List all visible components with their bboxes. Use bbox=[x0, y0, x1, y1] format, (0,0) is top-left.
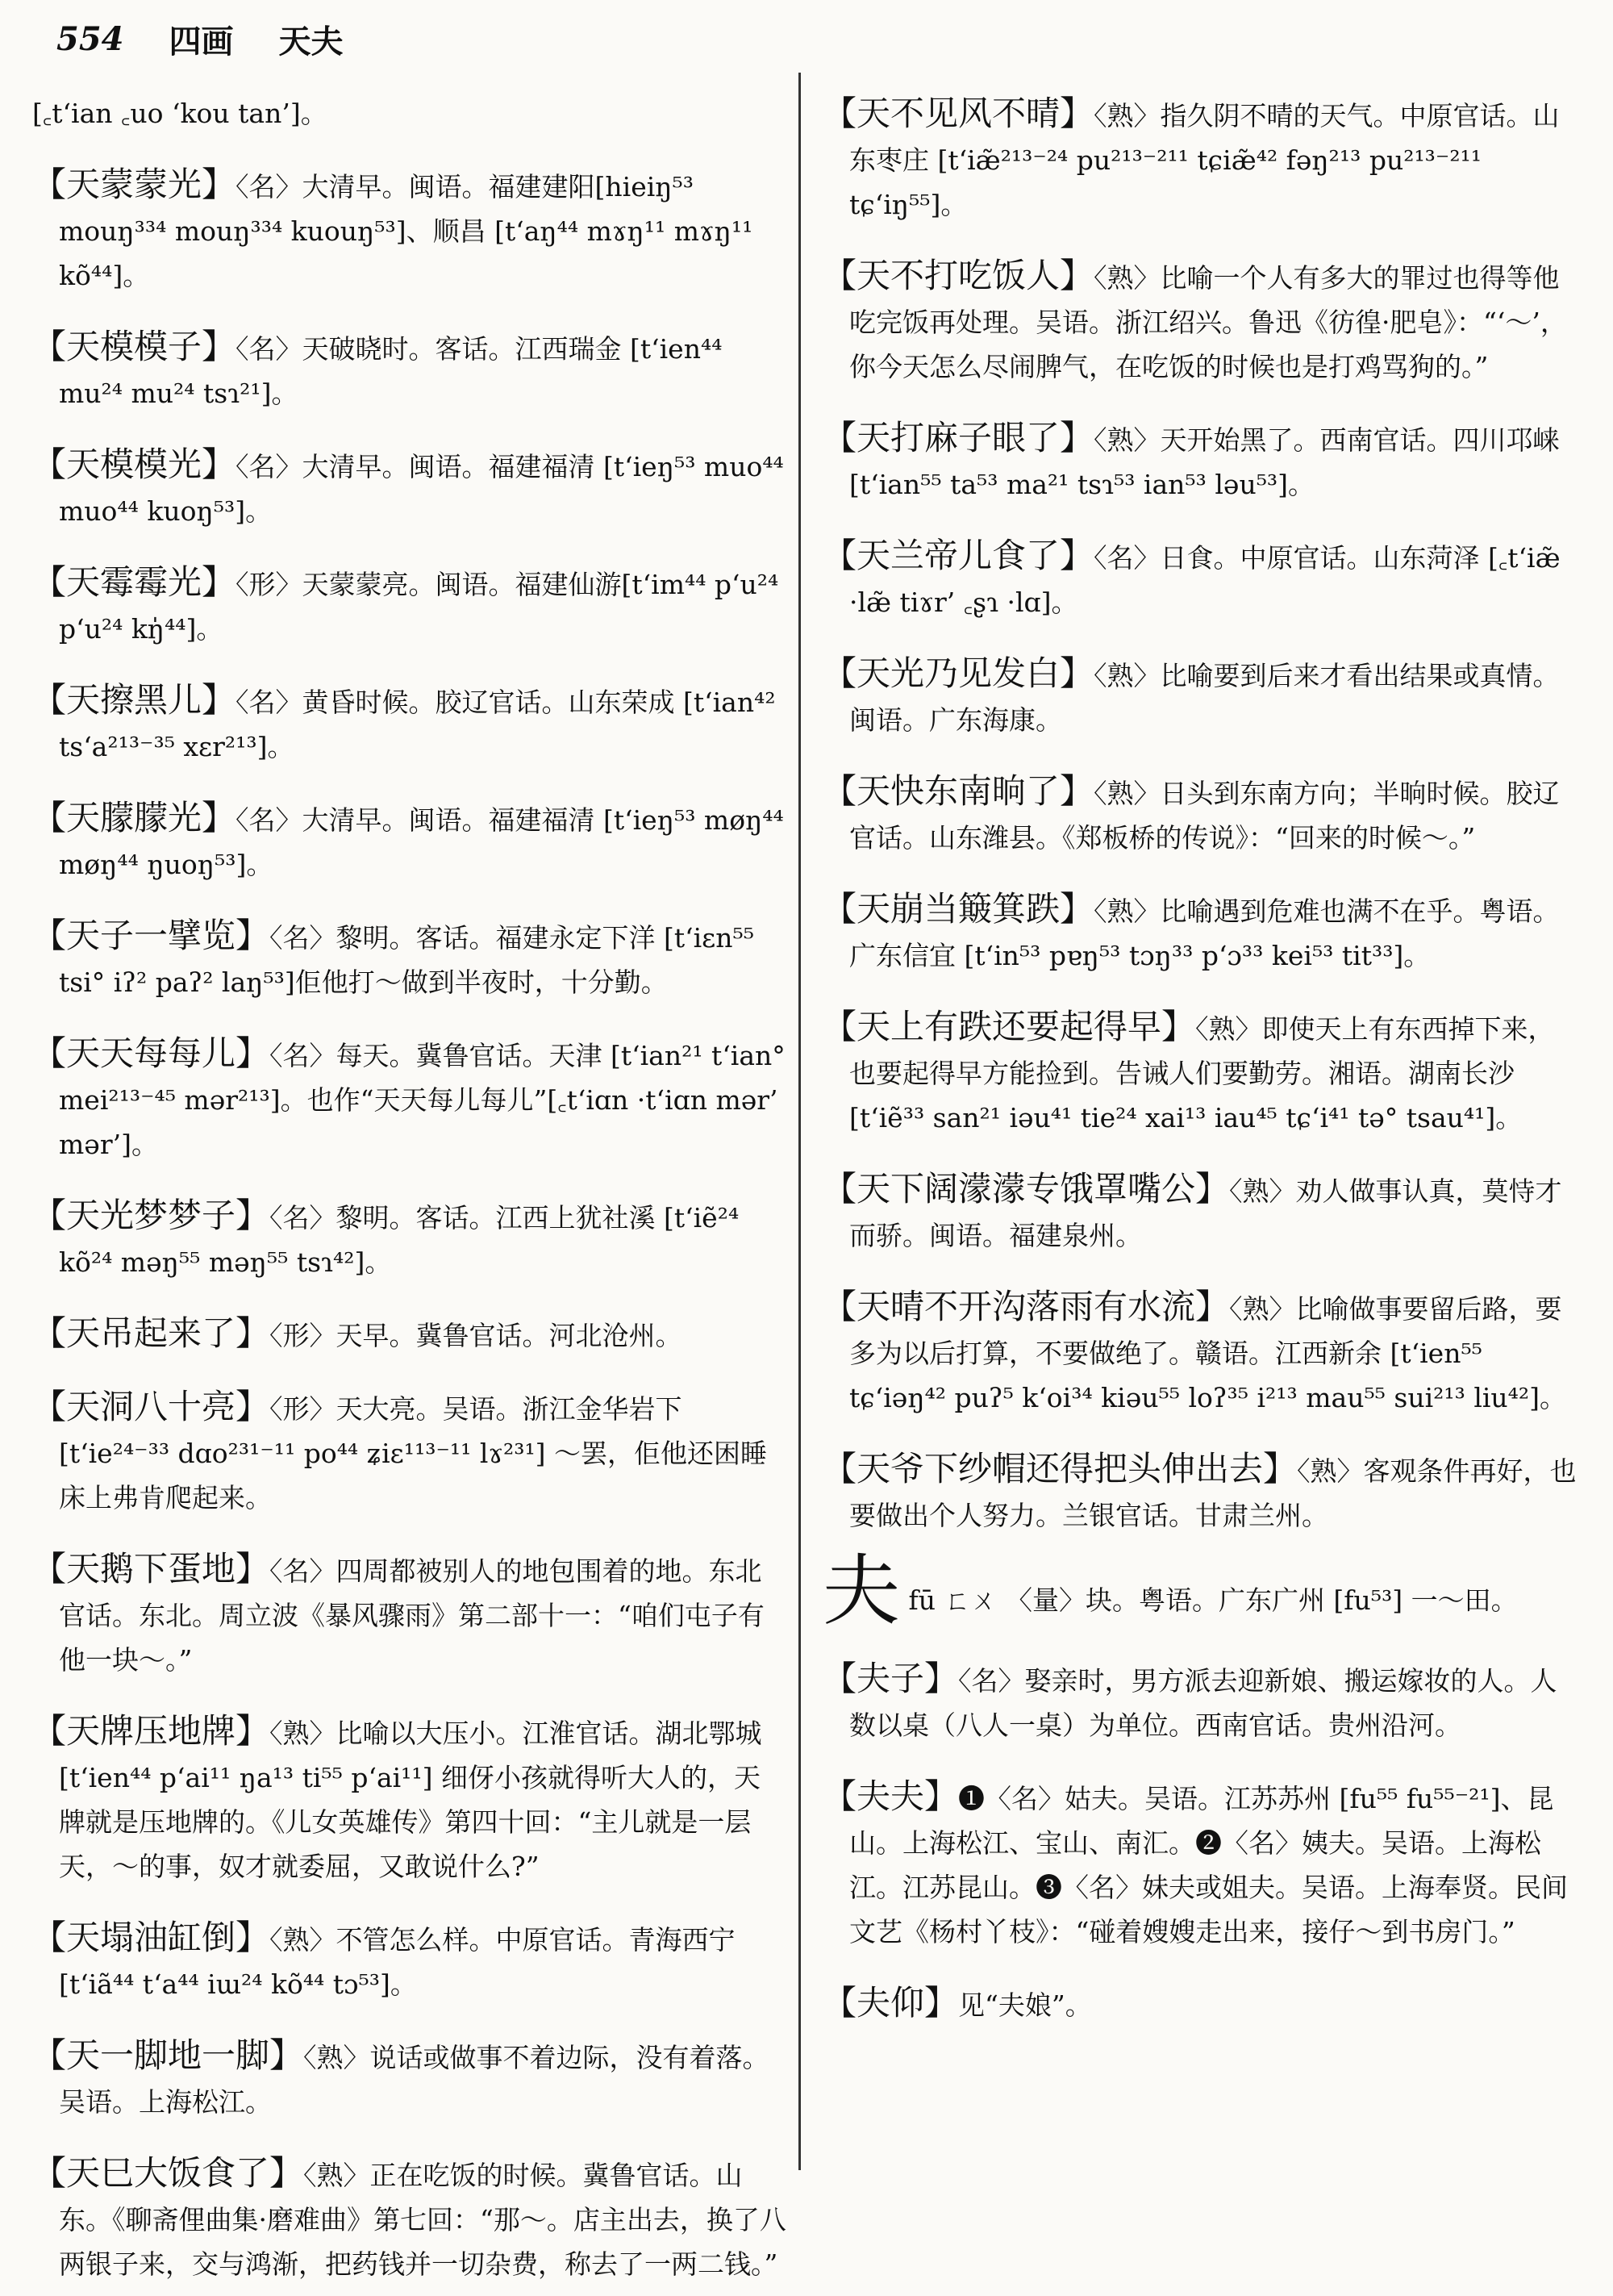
entry bbox=[32, 162, 786, 298]
entry-text: 〈名〉大清早。闽语。福建福清 [t‘ieŋ⁵³ muo⁴⁴ muo⁴⁴ kuoŋ⁵³]。 bbox=[59, 451, 784, 527]
entry bbox=[32, 913, 786, 1004]
entry-text: 〈熟〉比喻要到后来才看出结果或真情。闽语。广东海康。 bbox=[849, 660, 1560, 736]
entry-headword: 【天模模子】 bbox=[32, 327, 236, 366]
entry bbox=[32, 678, 786, 769]
entry-headword: 【天洞八十亮】 bbox=[32, 1387, 270, 1426]
entry-text: 〈熟〉劝人做事认真，莫恃才而骄。闽语。福建泉州。 bbox=[849, 1175, 1562, 1251]
entry bbox=[823, 887, 1577, 978]
entry bbox=[32, 1915, 786, 2006]
entry-headword: 【天不打吃饭人】 bbox=[823, 256, 1094, 295]
entry-text: 〈形〉天蒙蒙亮。闽语。福建仙游[t‘im⁴⁴ p‘u²⁴ p‘u²⁴ kŋ̍⁴⁴]。 bbox=[59, 569, 779, 645]
entry-text: 〈熟〉说话或做事不着边际，没有着落。吴语。上海松江。 bbox=[59, 2042, 769, 2118]
entry bbox=[823, 651, 1577, 742]
entry bbox=[32, 1031, 786, 1167]
entry-headword: 【天天每每儿】 bbox=[32, 1033, 270, 1073]
entry-text: 〈名〉黄昏时候。胶辽官话。山东荣成 [t‘ian⁴² ts‘a²¹³⁻³⁵ xɛr²¹³]。 bbox=[59, 687, 776, 762]
entry bbox=[32, 560, 786, 651]
entry-headword: 【夫仰】 bbox=[823, 1983, 959, 2023]
entry bbox=[823, 769, 1577, 860]
page-number: 554 bbox=[56, 19, 124, 58]
entry-text: 〈熟〉日头到东南方向；半晌时候。胶辽官话。山东潍县。《郑板桥的传说》：“回来的时候～。” bbox=[849, 778, 1560, 854]
entry bbox=[32, 442, 786, 533]
entry-headword: 【天打麻子眼了】 bbox=[823, 418, 1094, 457]
entry-headword: 【天塌油缸倒】 bbox=[32, 1918, 270, 1957]
entry bbox=[823, 1284, 1577, 1420]
page-header bbox=[56, 15, 344, 63]
entry-headword: 【天快东南晌了】 bbox=[823, 771, 1094, 811]
left-column bbox=[32, 65, 786, 2296]
entry bbox=[32, 1384, 786, 1520]
entry-text: 〈名〉日食。中原官话。山东菏泽 [꜀t‘iæ̃ ·læ̃ tiɤr’ ꜀ʂɿ ·lɑ]。 bbox=[849, 542, 1561, 618]
entry bbox=[32, 1311, 786, 1358]
entry-headword: 【天霉霉光】 bbox=[32, 562, 236, 602]
entry bbox=[823, 533, 1577, 624]
entry bbox=[823, 253, 1577, 389]
entry bbox=[823, 415, 1577, 507]
entry-text: 〈形〉天大亮。吴语。浙江金华岩下 [t‘ie²⁴⁻³³ dɑo²³¹⁻¹¹ po⁴⁴ ʑiɛ¹¹³⁻¹¹ lɤ²³¹] ～罢，佢他还困睡床上弗肯爬起来。 bbox=[59, 1393, 768, 1513]
entry-text: [꜀t‘ian ꜀uo ‘kou tan’]。 bbox=[32, 98, 327, 129]
entry-headword: 【天上有跌还要起得早】 bbox=[823, 1007, 1196, 1046]
entry bbox=[823, 1656, 1577, 1747]
entry-text: 〈名〉天破晓时。客话。江西瑞金 [t‘ien⁴⁴ mu²⁴ mu²⁴ tsɿ²¹]。 bbox=[59, 333, 723, 409]
entry bbox=[823, 1446, 1577, 1538]
entry bbox=[32, 324, 786, 415]
entry-headword: 【天擦黑儿】 bbox=[32, 680, 236, 720]
entry-headword: 【天模模光】 bbox=[32, 445, 236, 484]
entry-text: 〈名〉大清早。闽语。福建福清 [t‘ieŋ⁵³ møŋ⁴⁴ møŋ⁴⁴ ŋuoŋ⁵³]。 bbox=[59, 804, 784, 880]
entry-headword: 【天爷下纱帽还得把头伸出去】 bbox=[823, 1449, 1298, 1488]
entry-text: 〈名〉每天。冀鲁官话。天津 [t‘ian²¹ t‘ian° mei²¹³⁻⁴⁵ mər²¹³]。也作“天天每儿每儿”[꜀t‘iɑn ·t‘iɑn mər’ mər’]。 bbox=[59, 1040, 786, 1160]
entry-text: 〈名〉大清早。闽语。福建建阳[hieiŋ⁵³ mouŋ³³⁴ mouŋ³³⁴ kuouŋ⁵³]、顺昌 [t‘aŋ⁴⁴ mɤŋ¹¹ mɤŋ¹¹ kõ⁴⁴]。 bbox=[59, 171, 753, 291]
entry bbox=[32, 1193, 786, 1284]
entry-headword: 【天一脚地一脚】 bbox=[32, 2035, 304, 2075]
entry-headword: 【天鹅下蛋地】 bbox=[32, 1549, 270, 1588]
entry-text: 〈熟〉即使天上有东西掉下来，也要起得早方能捡到。告诫人们要勤劳。湘语。湖南长沙 [t‘iẽ³³ san²¹ iəu⁴¹ tie²⁴ xai¹³ iau⁴⁵ tɕ‘i⁴¹ tə° tsau⁴¹]。 bbox=[849, 1013, 1555, 1133]
entry bbox=[823, 91, 1577, 227]
entry-headword: 【天光梦梦子】 bbox=[32, 1196, 270, 1235]
entry-headword: 【天巳大饭食了】 bbox=[32, 2153, 304, 2193]
entry-headword: 【天朦朦光】 bbox=[32, 798, 236, 837]
entry bbox=[32, 2151, 786, 2286]
entry-headword: 【天牌压地牌】 bbox=[32, 1711, 270, 1751]
entry-headword: 【天子一擘览】 bbox=[32, 916, 270, 955]
entry-headword: 【天不见风不晴】 bbox=[823, 94, 1094, 133]
entry-text: 〈熟〉指久阴不晴的天气。中原官话。山东枣庄 [t‘iæ̃²¹³⁻²⁴ pu²¹³⁻²¹¹ tɕiæ̃⁴² fəŋ²¹³ pu²¹³⁻²¹¹ tɕ‘iŋ⁵⁵]。 bbox=[849, 100, 1560, 220]
entry-text: 见“夫娘”。 bbox=[958, 1989, 1092, 2021]
head-character: 夫 bbox=[823, 1546, 900, 1636]
entry-headword: 【天崩当簸箕跌】 bbox=[823, 889, 1094, 929]
entry bbox=[32, 2033, 786, 2124]
entry bbox=[823, 1774, 1577, 1954]
entry bbox=[823, 1167, 1577, 1258]
entry-text: 〈熟〉比喻遇到危难也满不在乎。粤语。广东信宜 [t‘in⁵³ pɐŋ⁵³ tɔŋ³³ p‘ɔ³³ kei⁵³ tit³³]。 bbox=[849, 895, 1560, 971]
character-entry bbox=[823, 1546, 1577, 1636]
entry-headword: 【夫夫】 bbox=[823, 1776, 959, 1816]
entry-text: 〈熟〉比喻做事要留后路，要多为以后打算，不要做绝了。赣语。江西新余 [t‘ien⁵⁵ tɕ‘iəŋ⁴² puʔ⁵ k‘oi³⁴ kiəu⁵⁵ loʔ³⁵ i²¹³ mau⁵⁵ sui²¹³ liu⁴²]。 bbox=[849, 1293, 1567, 1413]
entry bbox=[32, 1709, 786, 1889]
entry-text: 〈名〉黎明。客话。福建永定下洋 [t‘iɛn⁵⁵ tsi° iʔ² paʔ² laŋ⁵³]佢他打～做到半夜时，十分勤。 bbox=[59, 922, 754, 998]
right-column bbox=[823, 65, 1577, 2037]
entry-headword: 【天吊起来了】 bbox=[32, 1313, 270, 1353]
entry-text: 〈形〉天早。冀鲁官话。河北沧州。 bbox=[269, 1320, 682, 1351]
entry-text: 〈熟〉比喻以大压小。江淮官话。湖北鄂城 [t‘ien⁴⁴ p‘ai¹¹ ŋa¹³ ti⁵⁵ p‘ai¹¹] 细伢小孩就得听大人的，天牌就是压地牌的。《儿女英雄传》第四十回：“主儿就是一层天，～的事，奴才就委屈，又敢说什么?” bbox=[59, 1718, 762, 1882]
entry-text: 〈熟〉比喻一个人有多大的罪过也得等他吃完饭再处理。吴语。浙江绍兴。鲁迅《彷徨·肥皂》：“‘～’，你今天怎么尽闹脾气，在吃饭的时候也是打鸡骂狗的。” bbox=[849, 262, 1567, 382]
entry bbox=[823, 1004, 1577, 1140]
entry-headword: 【天兰帝儿食了】 bbox=[823, 536, 1094, 575]
entry-headword: 【天蒙蒙光】 bbox=[32, 165, 236, 204]
entry-text: 〈名〉四周都被别人的地包围着的地。东北官话。东北。周立波《暴风骤雨》第二部十一：“咱们屯子有他一块～。” bbox=[59, 1555, 765, 1676]
entry-headword: 【天光乃见发白】 bbox=[823, 653, 1094, 693]
column-divider bbox=[798, 73, 801, 2170]
entry-text: 〈熟〉客观条件再好，也要做出个人努力。兰银官话。甘肃兰州。 bbox=[849, 1455, 1577, 1531]
entry-range: 天夫 bbox=[278, 22, 344, 61]
entry-text: ❶〈名〉姑夫。吴语。江苏苏州 [fu⁵⁵ fu⁵⁵⁻²¹]、昆山。上海松江、宝山、南汇。❷〈名〉姨夫。吴语。上海松江。江苏昆山。❸〈名〉妹夫或姐夫。吴语。上海奉贤。民间文艺《杨村丫枝》：“碰着嫂嫂走出来，接仔～到书房门。” bbox=[849, 1783, 1568, 1947]
entry-text: 〈熟〉不管怎么样。中原官话。青海西宁 [t‘iã⁴⁴ t‘a⁴⁴ iɯ²⁴ kõ⁴⁴ tɔ⁵³]。 bbox=[59, 1924, 736, 2000]
entry-text: 〈名〉娶亲时，男方派去迎新娘、搬运嫁妆的人。人数以桌（八人一桌）为单位。西南官话。贵州沿河。 bbox=[849, 1665, 1557, 1741]
section-label: 四画 bbox=[169, 22, 234, 61]
entry bbox=[823, 1981, 1577, 2027]
entry-headword: 【天下阔濛濛专饿罩嘴公】 bbox=[823, 1169, 1230, 1209]
entry-headword: 【夫子】 bbox=[823, 1659, 959, 1698]
entry-text: 〈熟〉天开始黑了。西南官话。四川邛崃 [t‘ian⁵⁵ ta⁵³ ma²¹ tsɿ⁵³ ian⁵³ ləu⁵³]。 bbox=[849, 424, 1560, 500]
entry-headword: 【天晴不开沟落雨有水流】 bbox=[823, 1287, 1230, 1326]
entry-continuation bbox=[32, 91, 786, 136]
entry-text: 〈熟〉正在吃饭的时候。冀鲁官话。山东。《聊斋俚曲集·磨难曲》第七回：“那～。店主出去，换了八两银子来，交与鸿渐，把药钱并一切杂费，称去了一两二钱。” bbox=[59, 2160, 786, 2280]
entry-text: fū ㄈㄨ 〈量〉块。粤语。广东广州 [fu⁵³] 一～田。 bbox=[908, 1584, 1518, 1616]
entry bbox=[32, 1547, 786, 1682]
entry-text: 〈名〉黎明。客话。江西上犹社溪 [t‘iẽ²⁴ kõ²⁴ məŋ⁵⁵ məŋ⁵⁵ tsɿ⁴²]。 bbox=[59, 1202, 740, 1278]
entry bbox=[32, 795, 786, 887]
